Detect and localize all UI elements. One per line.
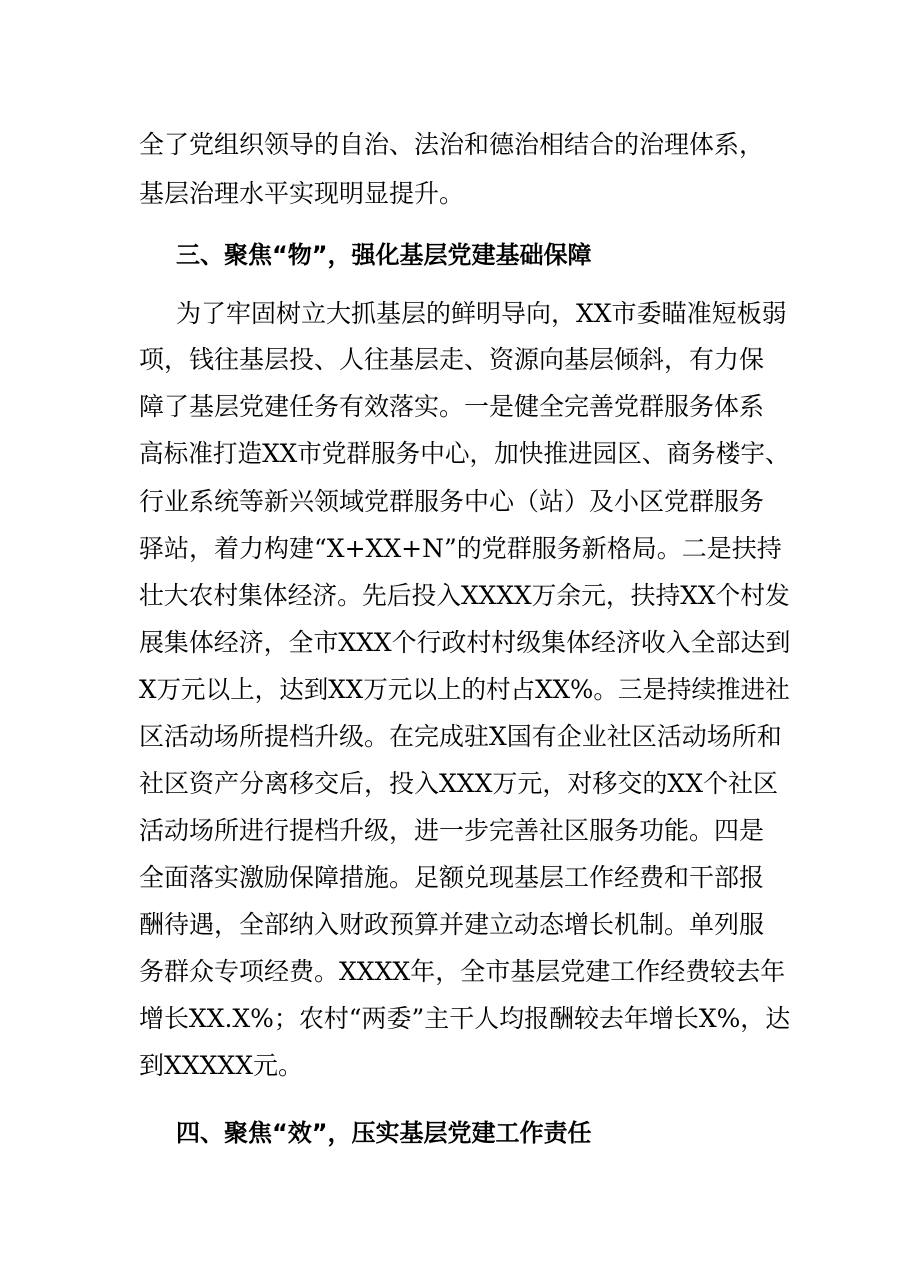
section-3-line-1: 为了牢固树立大抓基层的鲜明导向，XX市委瞄准短板弱 [176, 299, 787, 328]
section-3-line-7: 壮大农村集体经济。先后投入XXXX万余元，扶持XX个村发 [139, 581, 790, 610]
section-4-heading: 四、聚焦“效”，压实基层党建工作责任 [176, 1119, 592, 1147]
section-3-line-13: 全面落实激励保障措施。足额兑现基层工作经费和干部报 [139, 863, 765, 892]
section-3-line-11: 社区资产分离移交后，投入XXX万元，对移交的XX个社区 [139, 769, 778, 798]
section-3-line-8: 展集体经济，全市XXX个行政村村级集体经济收入全部达到 [139, 628, 791, 657]
section-3-line-3: 障了基层党建任务有效落实。一是健全完善党群服务体系 [139, 392, 765, 421]
intro-line-2: 基层治理水平实现明显提升。 [139, 179, 465, 208]
section-3-line-12: 活动场所进行提档升级，进一步完善社区服务功能。四是 [139, 816, 765, 845]
section-3-line-9: X万元以上，达到XX万元以上的村占XX%。三是持续推进社 [139, 675, 790, 704]
section-3-line-5: 行业系统等新兴领域党群服务中心（站）及小区党群服务 [139, 487, 765, 516]
section-3-line-17: 到XXXXX元。 [139, 1051, 303, 1080]
section-3-line-16: 增长XX.X%；农村“两委”主干人均报酬较去年增长X%，达 [139, 1004, 791, 1033]
section-3-line-15: 务群众专项经费。XXXX年，全市基层党建工作经费较去年 [139, 957, 786, 986]
section-3-line-6: 驿站，着力构建“X+XX+N”的党群服务新格局。二是扶持 [139, 534, 782, 563]
section-3-line-2: 项，钱往基层投、人往基层走、资源向基层倾斜，有力保 [139, 345, 765, 374]
intro-line-1: 全了党组织领导的自治、法治和德治相结合的治理体系， [139, 130, 765, 159]
section-3-line-10: 区活动场所提档升级。在完成驻X国有企业社区活动场所和 [139, 722, 782, 751]
section-3-line-14: 酬待遇，全部纳入财政预算并建立动态增长机制。单列服 [139, 910, 765, 939]
section-3-heading: 三、聚焦“物”，强化基层党建基础保障 [176, 241, 592, 269]
section-3-line-4: 高标准打造XX市党群服务中心，加快推进园区、商务楼宇、 [139, 439, 790, 468]
